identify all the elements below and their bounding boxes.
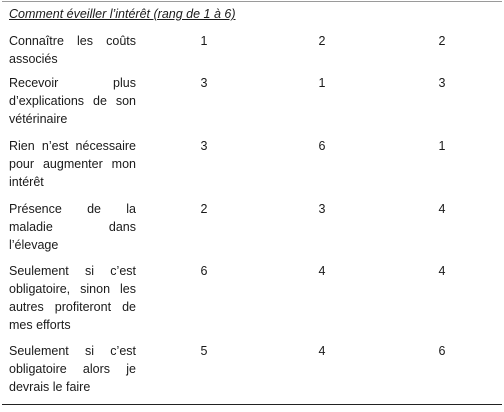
- rank-value-col3: 4: [438, 202, 446, 216]
- rank-value-col2: 4: [318, 264, 326, 278]
- rank-value-col2: 3: [318, 202, 326, 216]
- bottom-divider: [2, 404, 502, 405]
- rank-value-col2: 1: [318, 76, 326, 90]
- row-label: Seulement si c’est obligatoire, sinon les autres profiteront de mes efforts: [9, 264, 136, 332]
- rank-value-col1: 6: [200, 264, 208, 278]
- rank-value-col3: 1: [438, 139, 446, 153]
- rank-value-col1: 5: [200, 344, 208, 358]
- rank-value-col3: 2: [438, 34, 446, 48]
- row-label: Recevoir plus d’explications de son vétérinaire: [9, 76, 136, 126]
- rank-value-col1: 3: [200, 76, 208, 90]
- table-caption: Comment éveiller l’intérêt (rang de 1 à 6): [9, 7, 236, 21]
- row-label: Présence de la maladie dans l’élevage: [9, 202, 136, 252]
- row-label: Seulement si c’est obligatoire alors je devrais le faire: [9, 344, 136, 394]
- rank-value-col3: 6: [438, 344, 446, 358]
- rank-value-col3: 4: [438, 264, 446, 278]
- rank-value-col1: 2: [200, 202, 208, 216]
- row-label: Connaître les coûts associés: [9, 34, 136, 66]
- rank-value-col3: 3: [438, 76, 446, 90]
- rank-value-col1: 1: [200, 34, 208, 48]
- row-label: Rien n’est nécessaire pour augmenter mon intérêt: [9, 139, 136, 189]
- rank-value-col1: 3: [200, 139, 208, 153]
- rank-value-col2: 2: [318, 34, 326, 48]
- rank-value-col2: 4: [318, 344, 326, 358]
- rank-value-col2: 6: [318, 139, 326, 153]
- top-divider: [2, 1, 502, 2]
